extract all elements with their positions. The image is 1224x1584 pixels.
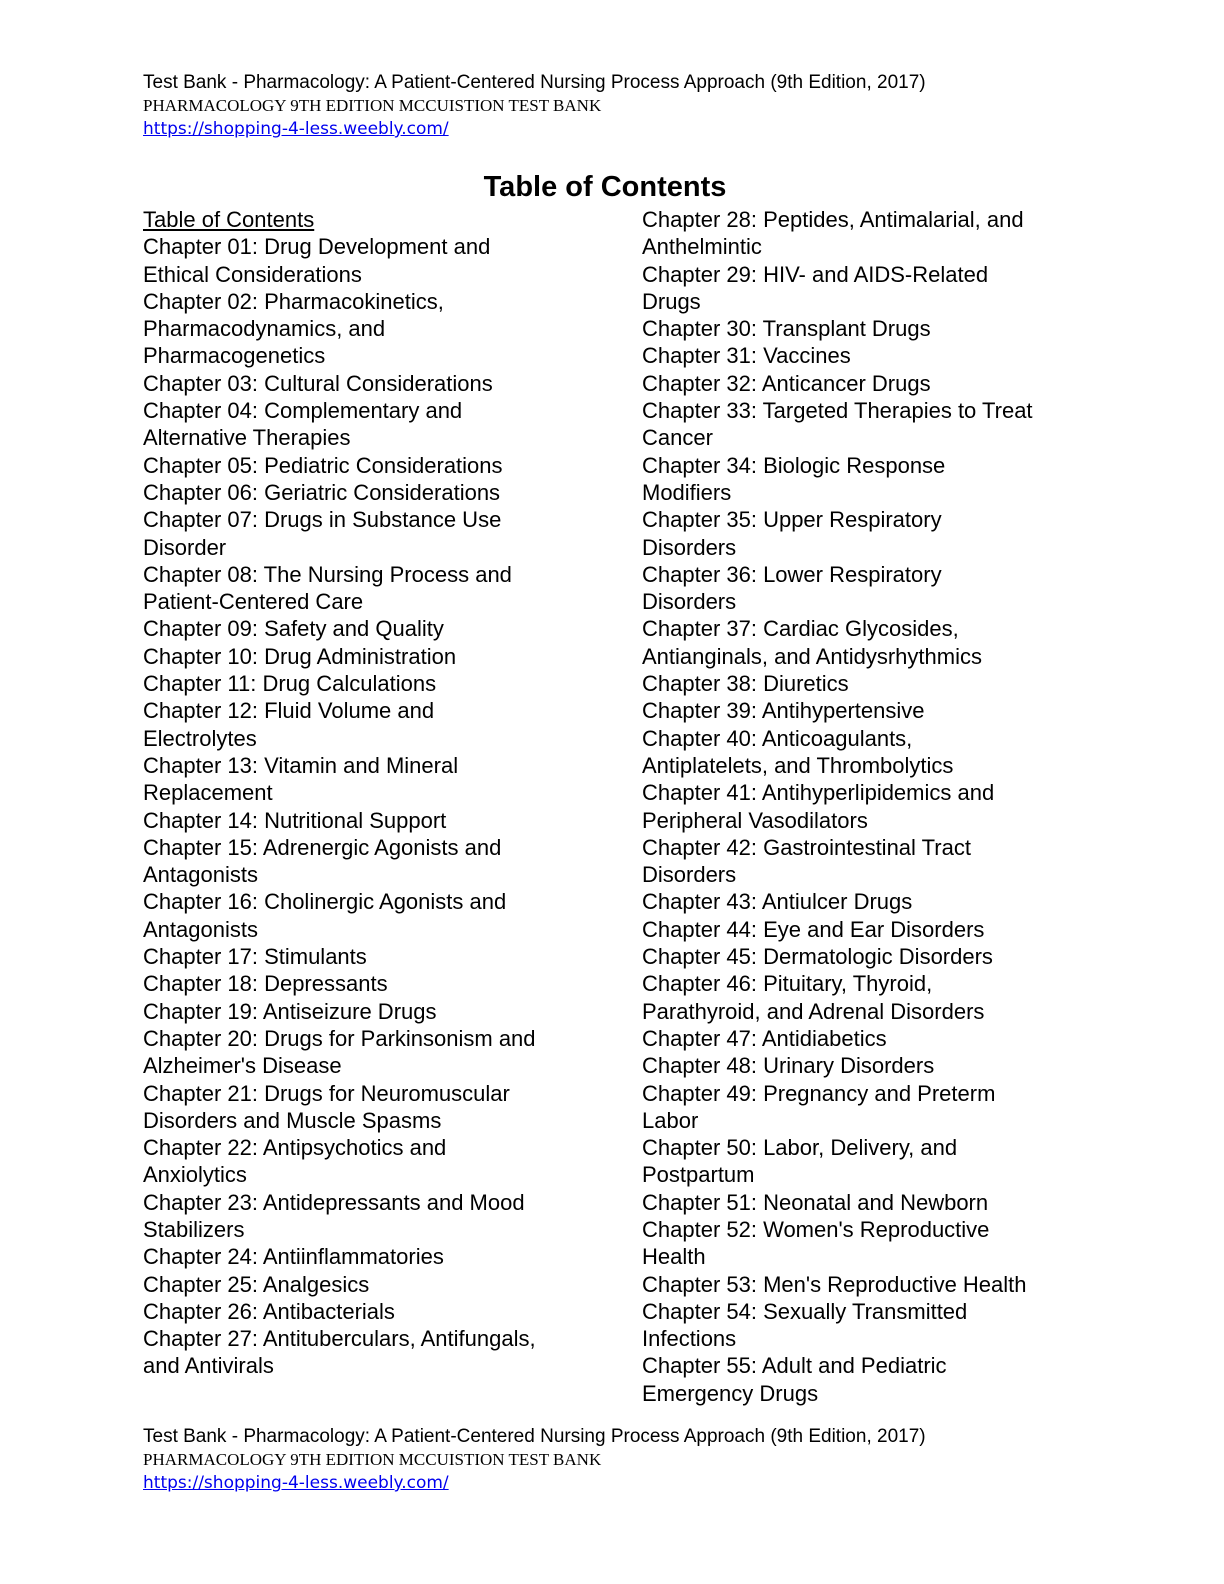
toc-entry: Pharmacogenetics [143,343,326,369]
toc-entry: Chapter 38: Diuretics [642,671,849,697]
toc-entry: Chapter 18: Depressants [143,971,388,997]
toc-entry: Chapter 05: Pediatric Considerations [143,452,503,478]
toc-entry: Alzheimer's Disease [143,1053,342,1079]
toc-entry: Chapter 23: Antidepressants and Mood [143,1189,525,1215]
toc-entry: Health [642,1244,706,1270]
toc-entry: Chapter 35: Upper Respiratory [642,507,942,533]
header-link[interactable]: https://shopping-4-less.weebly.com/ [143,119,449,139]
toc-entry: Parathyroid, and Adrenal Disorders [642,998,985,1024]
page-header [143,72,1143,142]
toc-entry: Anthelmintic [642,234,762,260]
toc-entry: Antagonists [143,916,258,942]
toc-entry: Disorder [143,534,227,560]
toc-entry: Infections [642,1326,737,1352]
toc-entry: Chapter 46: Pituitary, Thyroid, [642,971,933,997]
header-title: Test Bank - Pharmacology: A Patient-Centered Nursing Process Approach (9th Edition, 2017) [143,72,926,93]
toc-entry: Replacement [143,780,273,806]
toc-entry: Chapter 08: The Nursing Process and [143,561,512,587]
toc-entry: Stabilizers [143,1216,245,1242]
toc-entry: Chapter 48: Urinary Disorders [642,1053,935,1079]
toc-entry: Labor [642,1107,699,1133]
toc-entry: Postpartum [642,1162,755,1188]
toc-entry: Chapter 06: Geriatric Considerations [143,479,501,505]
toc-entry: Chapter 02: Pharmacokinetics, [143,288,444,314]
toc-entry: Modifiers [642,479,732,505]
toc-entry: Chapter 32: Anticancer Drugs [642,370,931,396]
toc-entry: Chapter 50: Labor, Delivery, and [642,1135,958,1161]
toc-entry: Chapter 37: Cardiac Glycosides, [642,616,959,642]
toc-entry: Antiplatelets, and Thrombolytics [642,752,954,778]
toc-entry: Chapter 42: Gastrointestinal Tract [642,834,971,860]
toc-entry: Chapter 26: Antibacterials [143,1298,395,1324]
toc-entry: Antianginals, and Antidysrhythmics [642,643,982,669]
toc-entry: Chapter 12: Fluid Volume and [143,698,435,724]
footer-subtitle: PHARMACOLOGY 9TH EDITION MCCUISTION TEST BANK [143,1450,602,1469]
toc-entry: Ethical Considerations [143,261,362,287]
toc-entry: Chapter 10: Drug Administration [143,643,457,669]
footer-title: Test Bank - Pharmacology: A Patient-Centered Nursing Process Approach (9th Edition, 2017) [143,1426,926,1447]
toc-right-column [642,206,1087,1407]
toc-entry: Disorders and Muscle Spasms [143,1107,442,1133]
toc-entry: Chapter 11: Drug Calculations [143,671,437,697]
toc-entry: Chapter 51: Neonatal and Newborn [642,1189,989,1215]
toc-entry: Chapter 14: Nutritional Support [143,807,447,833]
toc-entry: Patient-Centered Care [143,589,364,615]
toc-entry: Chapter 52: Women's Reproductive [642,1216,990,1242]
toc-entry: Chapter 47: Antidiabetics [642,1025,887,1051]
toc-entry: Chapter 55: Adult and Pediatric [642,1353,947,1379]
toc-entry: Chapter 30: Transplant Drugs [642,316,931,342]
toc-entry: Chapter 24: Antiinflammatories [143,1244,444,1270]
toc-entry: Chapter 09: Safety and Quality [143,616,444,642]
toc-entry: Chapter 25: Analgesics [143,1271,370,1297]
toc-entry: Chapter 03: Cultural Considerations [143,370,493,396]
toc-entry: Chapter 16: Cholinergic Agonists and [143,889,507,915]
toc-entry: Chapter 43: Antiulcer Drugs [642,889,913,915]
toc-entry: Chapter 53: Men's Reproductive Health [642,1271,1027,1297]
toc-entry: Chapter 19: Antiseizure Drugs [143,998,437,1024]
toc-entry: Pharmacodynamics, and [143,316,386,342]
toc-entry: Chapter 13: Vitamin and Mineral [143,752,459,778]
header-subtitle: PHARMACOLOGY 9TH EDITION MCCUISTION TEST BANK [143,96,602,115]
toc-entry: Peripheral Vasodilators [642,807,868,833]
toc-entry: Chapter 17: Stimulants [143,944,367,970]
toc-entry: Disorders [642,589,737,615]
toc-entry: Chapter 28: Peptides, Antimalarial, and [642,207,1024,232]
toc-entry: Chapter 15: Adrenergic Agonists and [143,834,502,860]
toc-entry: Chapter 21: Drugs for Neuromuscular [143,1080,510,1106]
toc-entry: Emergency Drugs [642,1380,819,1406]
toc-entry: Alternative Therapies [143,425,351,451]
toc-entry: Antagonists [143,862,258,888]
toc-left-column [143,206,588,1380]
toc-entry: Chapter 54: Sexually Transmitted [642,1298,968,1324]
toc-entry: Cancer [642,425,713,451]
toc-entry: Chapter 41: Antihyperlipidemics and [642,780,995,806]
toc-entry: Chapter 22: Antipsychotics and [143,1135,447,1161]
toc-entry: Chapter 20: Drugs for Parkinsonism and [143,1025,536,1051]
toc-entry: Chapter 01: Drug Development and [143,234,491,260]
toc-entry: Chapter 33: Targeted Therapies to Treat [642,398,1033,424]
toc-entry: Chapter 29: HIV- and AIDS-Related [642,261,989,287]
toc-link[interactable]: Table of Contents [143,207,315,232]
toc-entry: Disorders [642,534,737,560]
toc-entry: Anxiolytics [143,1162,247,1188]
toc-entry: Chapter 07: Drugs in Substance Use [143,507,502,533]
toc-entry: and Antivirals [143,1353,274,1379]
toc-entry: Chapter 31: Vaccines [642,343,851,369]
toc-entry: Chapter 40: Anticoagulants, [642,725,913,751]
page-footer [143,1426,1143,1496]
toc-entry: Chapter 27: Antituberculars, Antifungals, [143,1326,536,1352]
toc-entry: Chapter 39: Antihypertensive [642,698,925,724]
page-title: Table of Contents [483,171,727,203]
toc-entry: Chapter 34: Biologic Response [642,452,946,478]
toc-entry: Chapter 44: Eye and Ear Disorders [642,916,985,942]
toc-entry: Chapter 36: Lower Respiratory [642,561,942,587]
footer-link[interactable]: https://shopping-4-less.weebly.com/ [143,1473,449,1493]
toc-entry: Chapter 45: Dermatologic Disorders [642,944,993,970]
toc-entry: Chapter 04: Complementary and [143,398,463,424]
toc-entry: Drugs [642,288,701,314]
toc-entry: Chapter 49: Pregnancy and Preterm [642,1080,996,1106]
toc-entry: Disorders [642,862,737,888]
toc-entry: Electrolytes [143,725,257,751]
